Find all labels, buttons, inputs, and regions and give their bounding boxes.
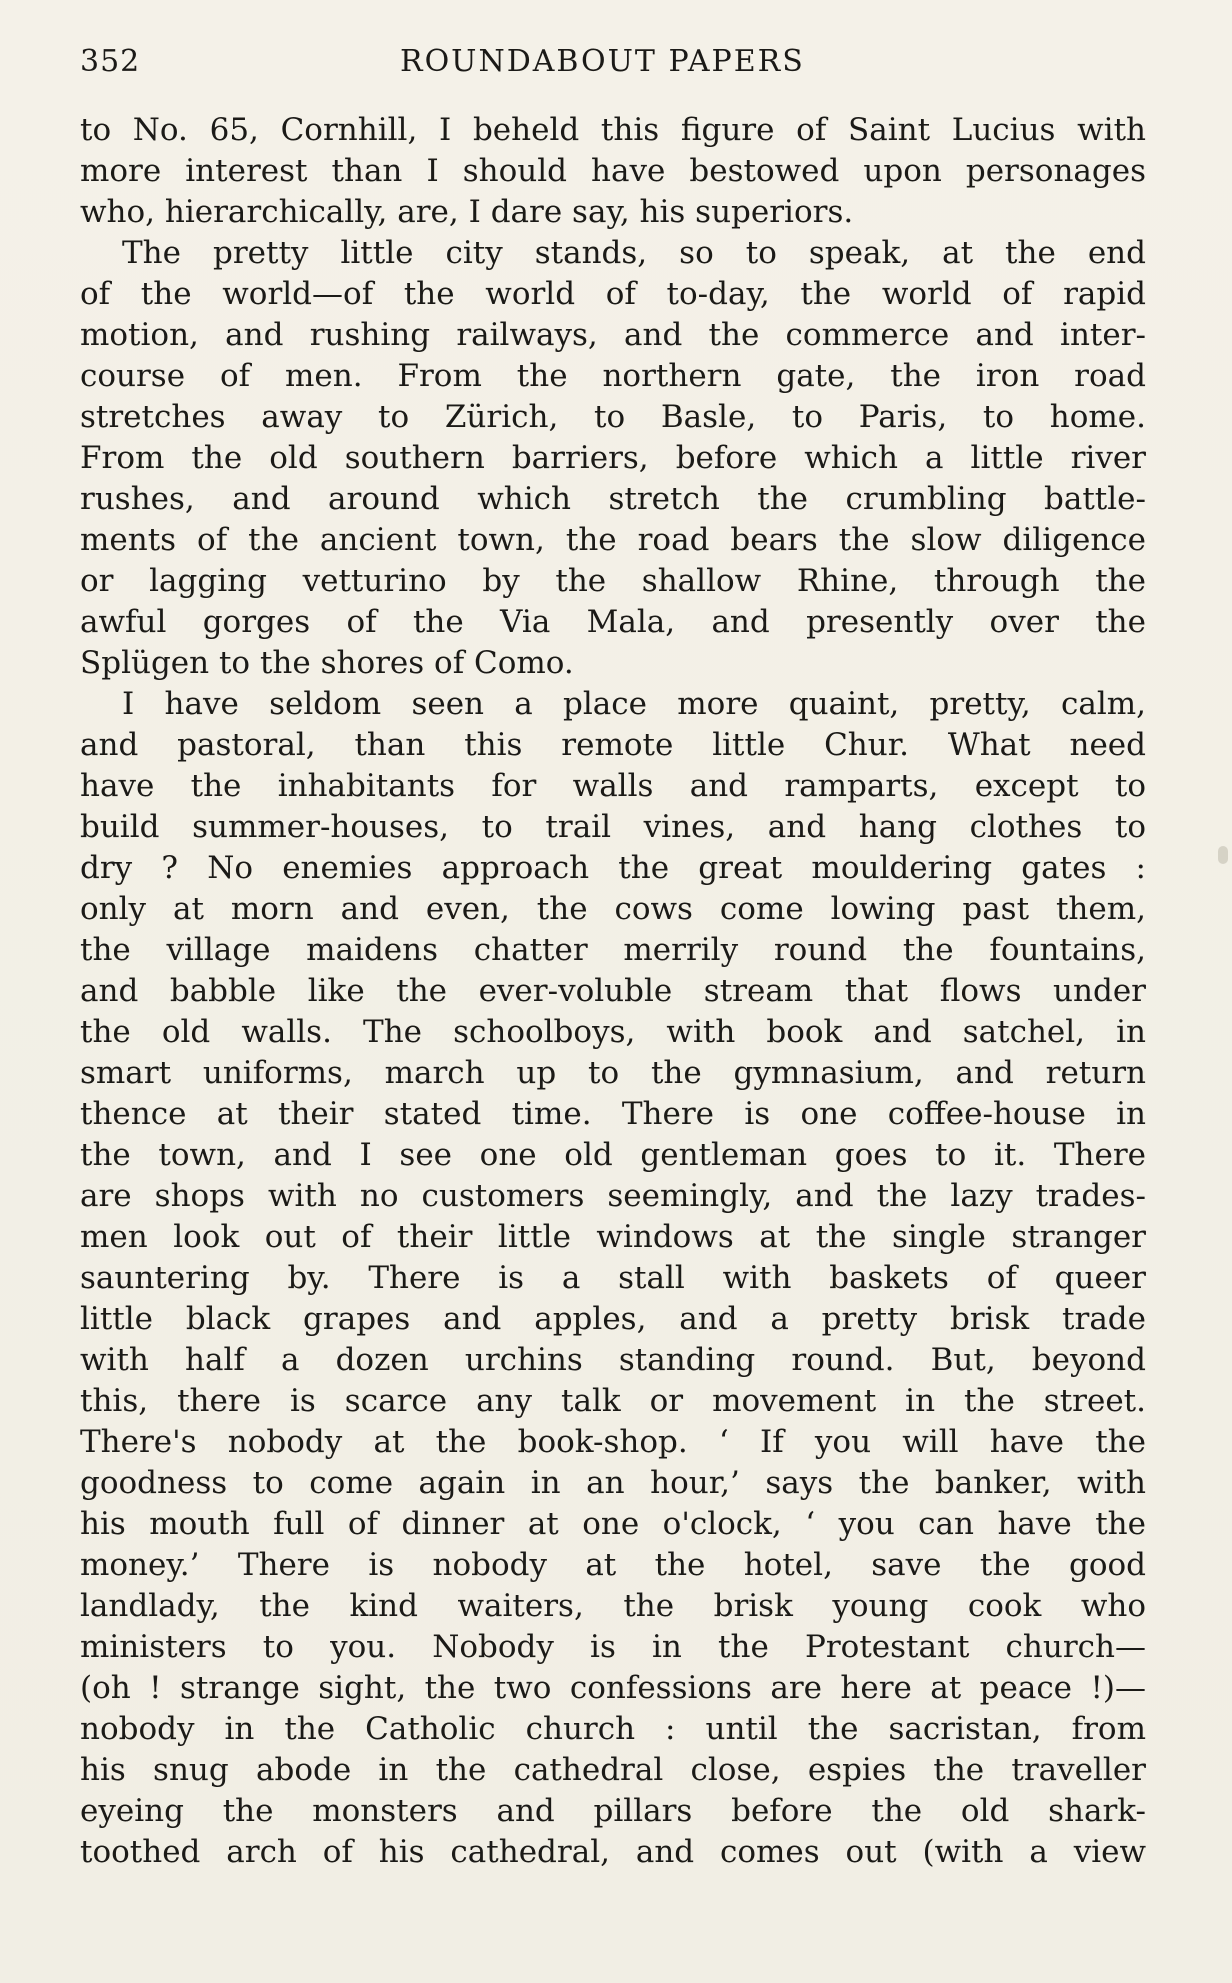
running-title: ROUNDABOUT PAPERS <box>400 44 805 79</box>
running-head <box>80 44 1146 84</box>
text-line: awful gorges of the Via Mala, and presently over the <box>80 604 1146 640</box>
page-number: 352 <box>80 44 141 79</box>
text-line: dry ? No enemies approach the great mouldering gates : <box>80 850 1146 886</box>
text-line: have the inhabitants for walls and ramparts, except to <box>80 768 1146 804</box>
text-line: with half a dozen urchins standing round. But, beyond <box>80 1342 1146 1378</box>
text-line: The pretty little city stands, so to speak, at the end <box>122 235 1146 271</box>
text-line: this, there is scarce any talk or movement in the street. <box>80 1383 1146 1419</box>
text-line: ministers to you. Nobody is in the Protestant church— <box>80 1629 1146 1665</box>
text-line: rushes, and around which stretch the crumbling battle- <box>80 481 1146 517</box>
text-line: smart uniforms, march up to the gymnasium, and return <box>80 1055 1146 1091</box>
text-line: (oh ! strange sight, the two confessions are here at peace !)— <box>80 1670 1146 1706</box>
text-line: are shops with no customers seemingly, and the lazy trades- <box>80 1178 1146 1214</box>
text-line: thence at their stated time. There is one coffee-house in <box>80 1096 1146 1132</box>
text-line: men look out of their little windows at the single stranger <box>80 1219 1146 1255</box>
text-line: the old walls. The schoolboys, with book and satchel, in <box>80 1014 1146 1050</box>
text-line: to No. 65, Cornhill, I beheld this figure of Saint Lucius with <box>80 112 1146 148</box>
text-line: nobody in the Catholic church : until the sacristan, from <box>80 1711 1146 1747</box>
text-line: his mouth full of dinner at one o'clock, ‘ you can have the <box>80 1506 1146 1542</box>
text-line: Splügen to the shores of Como. <box>80 645 574 681</box>
text-line: of the world—of the world of to-day, the world of rapid <box>80 276 1146 312</box>
text-line: and babble like the ever-voluble stream that flows under <box>80 973 1146 1009</box>
text-line: little black grapes and apples, and a pretty brisk trade <box>80 1301 1146 1337</box>
text-line: sauntering by. There is a stall with baskets of queer <box>80 1260 1146 1296</box>
text-line: I have seldom seen a place more quaint, pretty, calm, <box>122 686 1146 722</box>
text-line: motion, and rushing railways, and the commerce and inter- <box>80 317 1146 353</box>
text-line: only at morn and even, the cows come lowing past them, <box>80 891 1146 927</box>
text-line: ments of the ancient town, the road bears the slow diligence <box>80 522 1146 558</box>
text-line: landlady, the kind waiters, the brisk young cook who <box>80 1588 1146 1624</box>
text-line: From the old southern barriers, before which a little river <box>80 440 1146 476</box>
text-line: more interest than I should have bestowed upon personages <box>80 153 1146 189</box>
text-line: goodness to come again in an hour,’ says the banker, with <box>80 1465 1146 1501</box>
text-line: the town, and I see one old gentleman goes to it. There <box>80 1137 1146 1173</box>
text-line: course of men. From the northern gate, the iron road <box>80 358 1146 394</box>
text-line: his snug abode in the cathedral close, espies the traveller <box>80 1752 1146 1788</box>
text-line: build summer-houses, to trail vines, and hang clothes to <box>80 809 1146 845</box>
text-line: toothed arch of his cathedral, and comes out (with a view <box>80 1834 1146 1870</box>
text-line: There's nobody at the book-shop. ‘ If you will have the <box>80 1424 1146 1460</box>
page-smudge <box>1218 846 1228 864</box>
text-line: money.’ There is nobody at the hotel, save the good <box>80 1547 1146 1583</box>
text-line: who, hierarchically, are, I dare say, his superiors. <box>80 194 854 230</box>
text-line: stretches away to Zürich, to Basle, to Paris, to home. <box>80 399 1146 435</box>
text-line: the village maidens chatter merrily round the fountains, <box>80 932 1146 968</box>
text-line: or lagging vetturino by the shallow Rhine, through the <box>80 563 1146 599</box>
text-line: and pastoral, than this remote little Chur. What need <box>80 727 1146 763</box>
body-text <box>80 110 1146 1873</box>
text-line: eyeing the monsters and pillars before the old shark- <box>80 1793 1146 1829</box>
